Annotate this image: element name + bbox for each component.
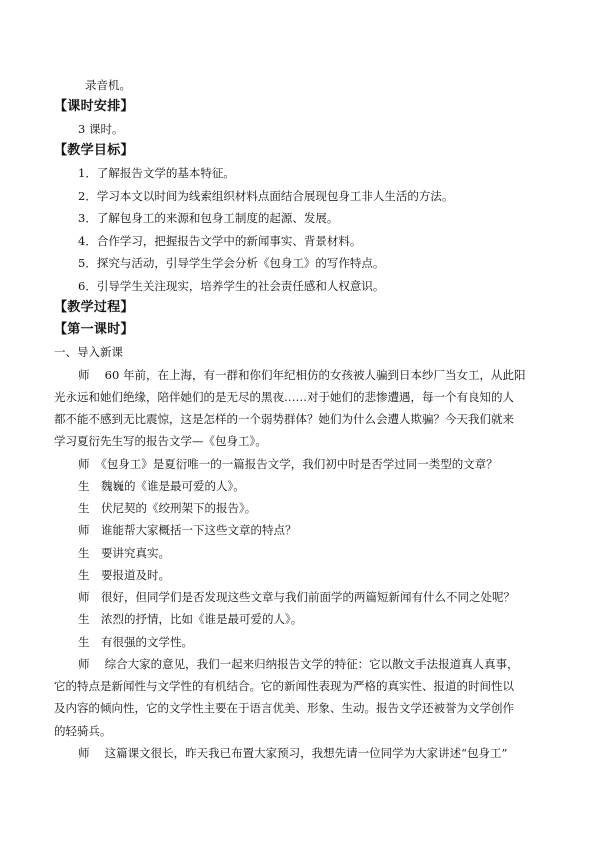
paragraph-line: 的轻骑兵。: [54, 724, 112, 738]
dialogue-line: 生 要讲究真实。: [78, 546, 170, 560]
dialogue-line: 生 要报道及时。: [78, 568, 170, 582]
section-heading-goals: 【教学目标】: [54, 143, 134, 158]
dialogue-line: 师 谁能帮大家概括一下这些文章的特点？: [78, 523, 297, 537]
section-heading-first-lesson: 【第一课时】: [54, 322, 134, 337]
paragraph-line: 师 60 年前，在上海，有一群和你们年纪相仿的女孩被人骗到日本纱厂当女工，从此阳: [78, 368, 526, 382]
dialogue-line: 师 《包身工》是夏衍唯一的一篇报告文学，我们初中时是否学过同一类型的文章？: [78, 457, 498, 471]
goal-item: 6．引导学生关注现实，培养学生的社会责任感和人权意识。: [78, 279, 385, 293]
paragraph-line: 师 这篇课文很长，昨天我已布置大家预习，我想先请一位同学为大家讲述“包身工”: [78, 746, 508, 760]
paragraph-line: 及内容的倾向性，它的文学性主要在于语言优美、形象、生动。报告文学还被誉为文学创作: [54, 701, 514, 715]
text-line: 录音机。: [85, 78, 131, 92]
goal-item: 5．探究与活动，引导学生学会分析《包身工》的写作特点。: [78, 256, 385, 270]
dialogue-line: 生 有很强的文学性。: [78, 635, 193, 649]
paragraph-line: 光永远和她们绝缘，陪伴她们的是无尽的黑夜……对于她们的悲惨遭遇，每一个有良知的人: [54, 390, 514, 404]
dialogue-line: 生 魏巍的《谁是最可爱的人》。: [78, 479, 245, 493]
subsection-title: 一、导入新课: [54, 345, 123, 359]
dialogue-line: 师 很好，但同学们是否发现这些文章与我们前面学的两篇短新闻有什么不同之处呢？: [78, 590, 515, 604]
goal-item: 2．学习本文以时间为线索组织材料点面结合展现包身工非人生活的方法。: [78, 189, 454, 203]
paragraph-line: 都不能不感到无比震惊，这是怎样的一个弱势群体？她们为什么会遭人欺骗？今天我们就来: [54, 412, 514, 426]
goal-item: 4．合作学习，把握报告文学中的新闻事实、背景材料。: [78, 234, 362, 248]
goal-item: 3．了解包身工的来源和包身工制度的起源、发展。: [78, 211, 339, 225]
section-heading-process: 【教学过程】: [54, 300, 134, 315]
paragraph-line: 师 综合大家的意见，我们一起来归纳报告文学的特征：它以散文手法报道真人真事，: [78, 657, 519, 671]
paragraph-line: 它的特点是新闻性与文学性的有机结合。它的新闻性表现为严格的真实性、报道的时间性以: [54, 679, 514, 693]
dialogue-line: 生 伏尼契的《绞刑架下的报告》。: [78, 501, 257, 515]
section-heading-schedule: 【课时安排】: [54, 99, 134, 114]
paragraph-line: 学习夏衍先生写的报告文学—《包身工》。: [54, 434, 267, 448]
goal-item: 1．了解报告文学的基本特征。: [78, 166, 235, 180]
text-line: 3 课时。: [78, 122, 124, 136]
dialogue-line: 生 浓烈的抒情，比如《谁是最可爱的人》。: [78, 612, 303, 626]
